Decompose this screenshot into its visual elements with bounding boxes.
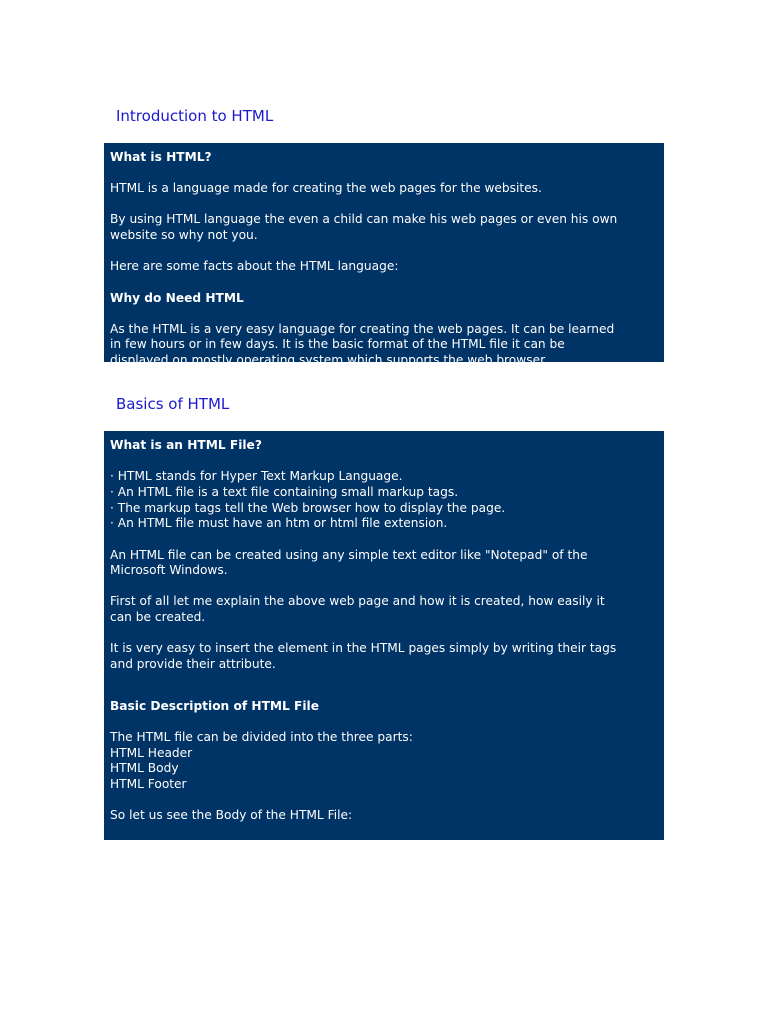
content-box-introduction (104, 143, 664, 368)
paragraph (110, 322, 658, 369)
paragraph (110, 730, 658, 793)
bullet-item: · An HTML file must have an htm or html file extension. (110, 516, 448, 531)
paragraph-line: The HTML file can be divided into the three parts: (110, 729, 413, 744)
paragraph (110, 548, 658, 579)
paragraph (110, 641, 658, 672)
part-item: HTML Footer (110, 777, 187, 792)
paragraph-line: An HTML file can be created using any simple text editor like "Notepad" of the (110, 547, 588, 562)
subheading-what-is-an-html-file: What is an HTML File? (110, 438, 262, 452)
paragraph-line: displayed on mostly operating system which supports the web browser. (110, 353, 548, 368)
section-heading-basics: Basics of HTML (116, 395, 230, 413)
part-item: HTML Body (110, 761, 179, 776)
paragraph: HTML is a language made for creating the web pages for the websites. (110, 181, 542, 196)
bullet-item: · HTML stands for Hyper Text Markup Language. (110, 469, 403, 484)
subheading-what-is-html: What is HTML? (110, 150, 212, 164)
paragraph-line: and provide their attribute. (110, 657, 276, 672)
bullet-item: · The markup tags tell the Web browser how to display the page. (110, 500, 506, 515)
bullet-list (110, 469, 658, 532)
paragraph-line: in few hours or in few days. It is the basic format of the HTML file it can be (110, 337, 565, 352)
content-box-basics (104, 431, 664, 840)
bullet-item: · An HTML file is a text file containing small markup tags. (110, 484, 459, 499)
paragraph-line: By using HTML language the even a child can make his web pages or even his own (110, 212, 618, 227)
subheading-why-do-need-html: Why do Need HTML (110, 290, 244, 305)
paragraph-line: website so why not you. (110, 228, 258, 243)
paragraph: Here are some facts about the HTML language: (110, 259, 399, 274)
section-heading-introduction: Introduction to HTML (116, 107, 274, 125)
paragraph (110, 594, 658, 625)
paragraph-line: First of all let me explain the above web page and how it is created, how easily it (110, 594, 605, 609)
paragraph (110, 212, 658, 243)
paragraph-line: It is very easy to insert the element in the HTML pages simply by writing their tags (110, 641, 617, 656)
paragraph-line: Microsoft Windows. (110, 563, 228, 578)
part-item: HTML Header (110, 745, 193, 760)
paragraph-line: can be created. (110, 610, 206, 625)
paragraph-line: As the HTML is a very easy language for creating the web pages. It can be learned (110, 321, 615, 336)
subheading-basic-description: Basic Description of HTML File (110, 698, 319, 713)
paragraph: So let us see the Body of the HTML File: (110, 808, 353, 823)
